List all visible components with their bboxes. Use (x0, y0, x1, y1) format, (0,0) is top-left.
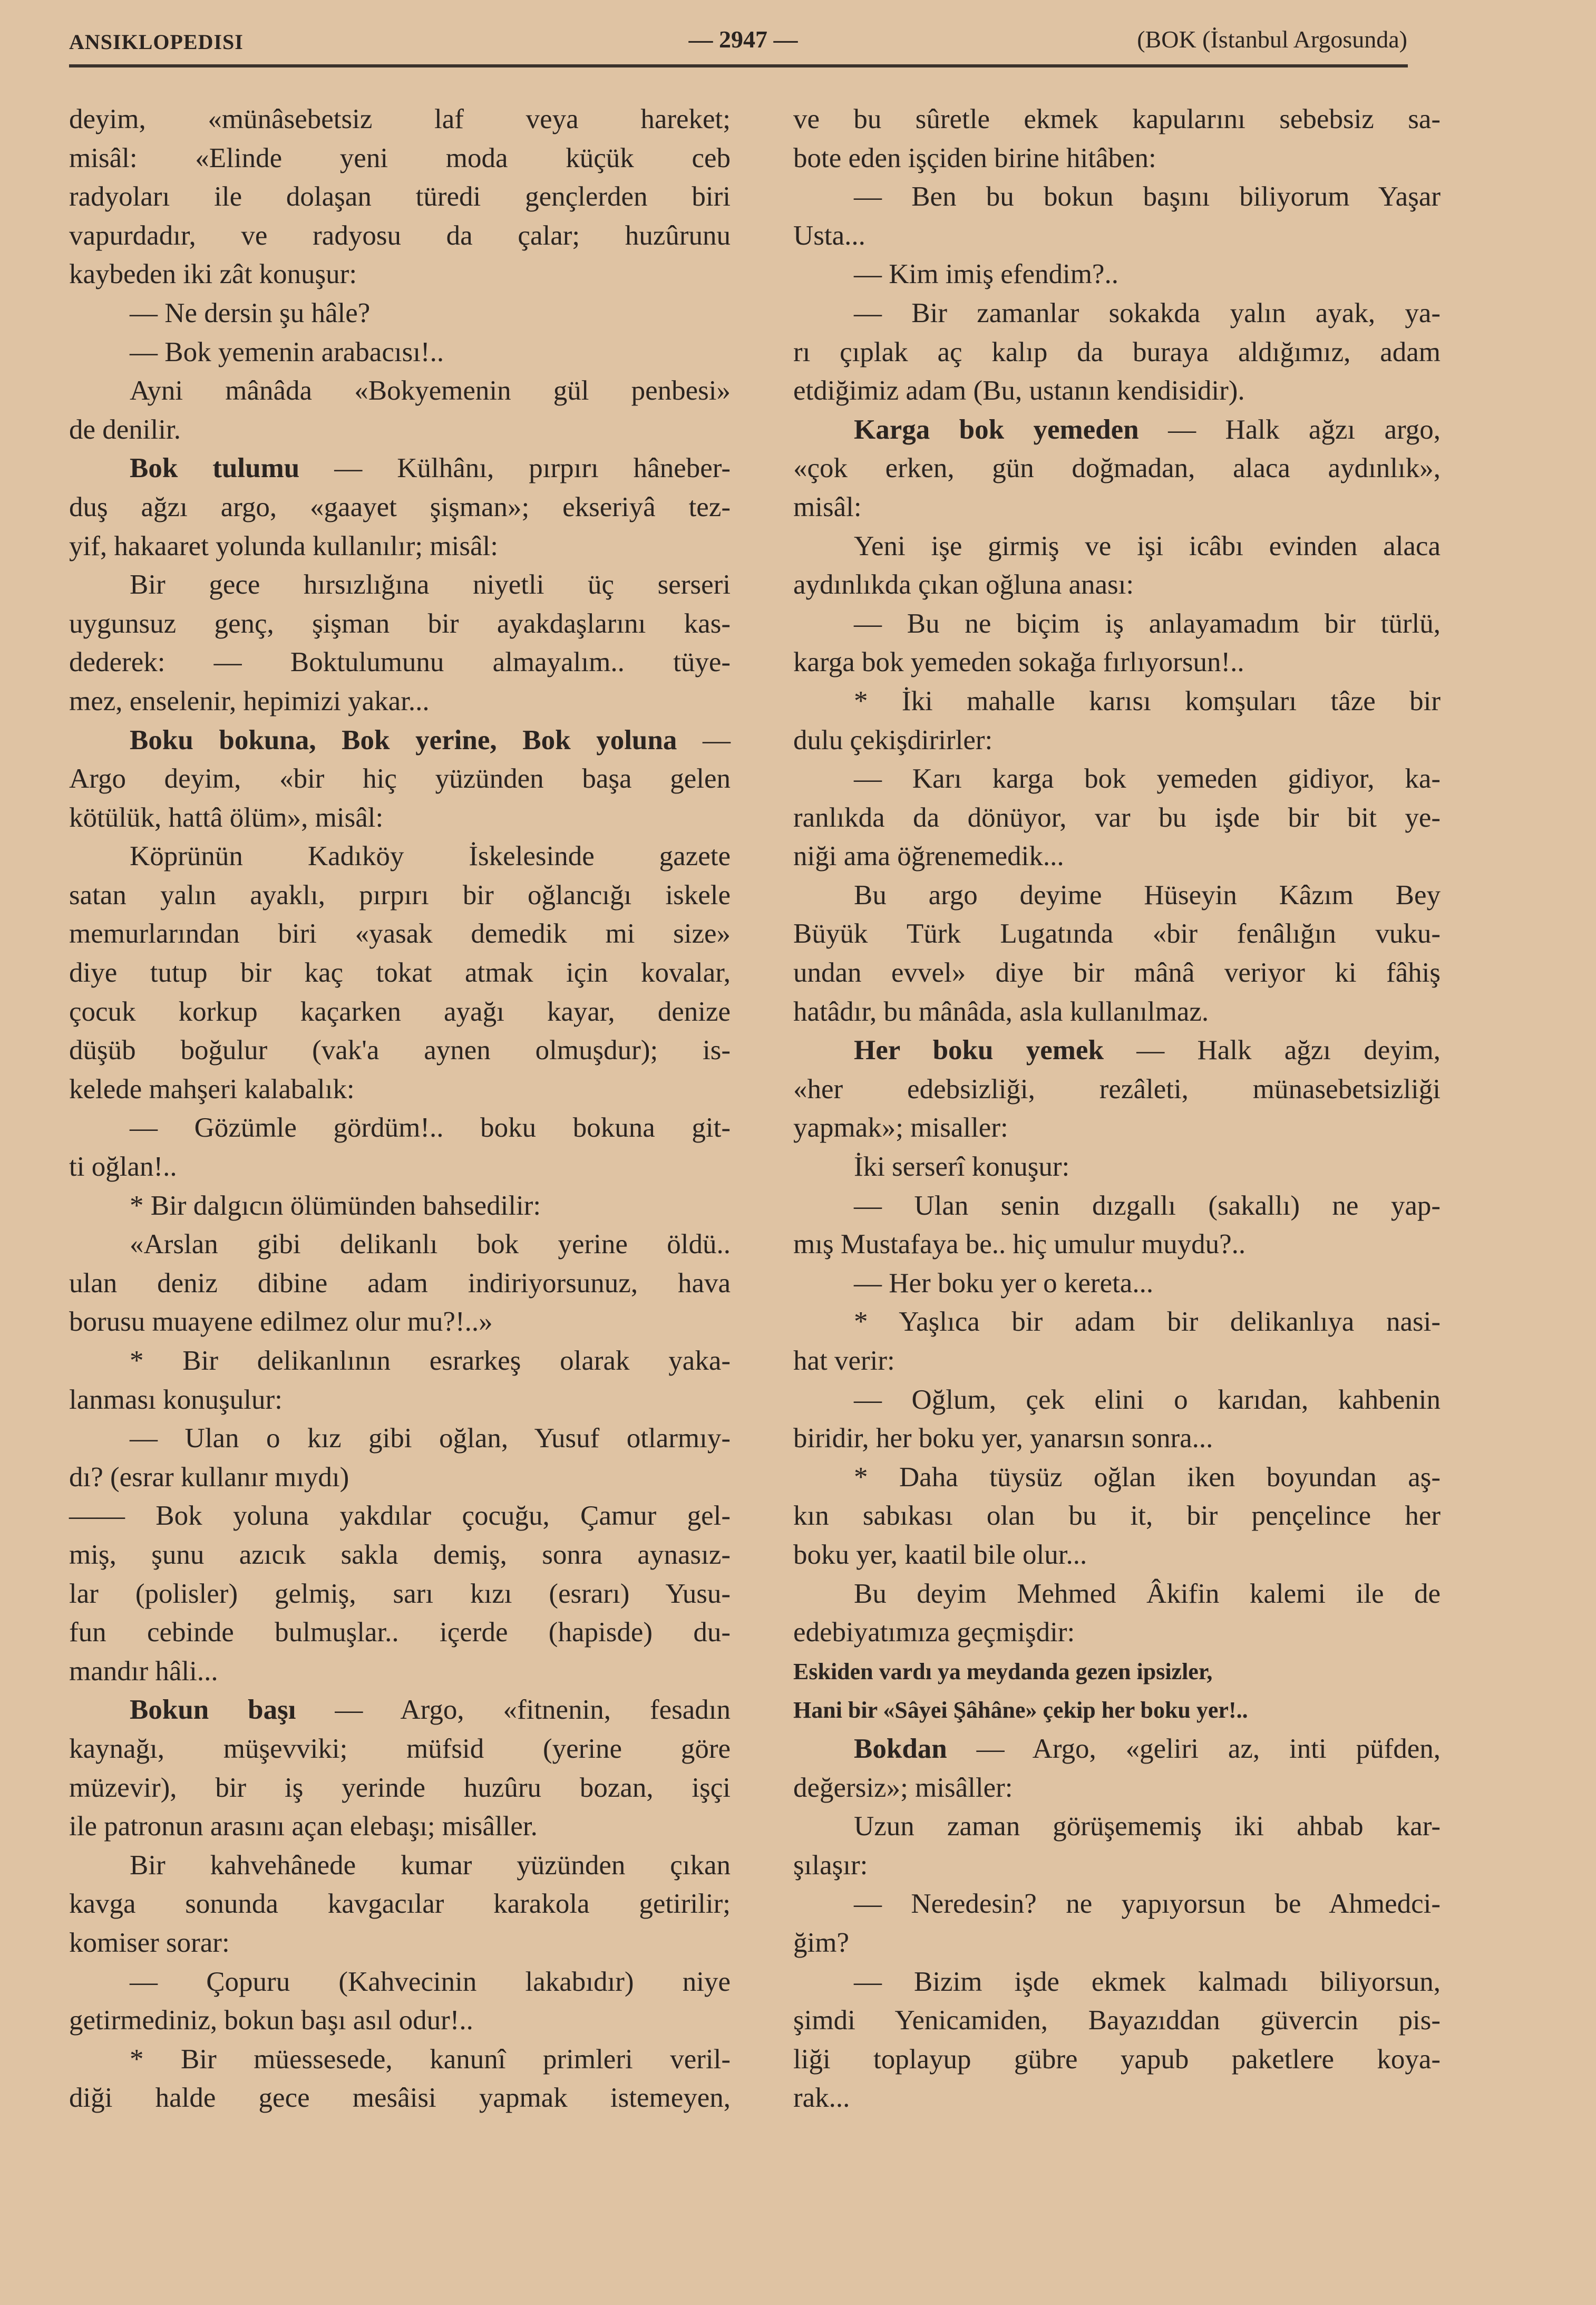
text-line (793, 1187, 1441, 1226)
line-text: mandır hâli... (69, 1655, 218, 1687)
line-text: Usta... (793, 220, 865, 251)
line-text: mez, enselenir, hepimizi yakar... (69, 685, 430, 716)
line-text: boku yer, kaatil bile olur... (793, 1539, 1087, 1570)
line-text: uygunsuz genç, şişman bir ayakdaşlarını kas- (69, 608, 731, 639)
text-line (69, 1458, 731, 1497)
line-text: komiser sorar: (69, 1927, 230, 1958)
line-text: —— Bok yoluna yakdılar çocuğu, Çamur gel- (69, 1500, 731, 1532)
text-line (793, 1303, 1441, 1342)
text-line (69, 799, 731, 838)
text-line (69, 1846, 731, 1885)
text-line (69, 643, 731, 682)
line-text: — Ulan o kız gibi oğlan, Yusuf otlarmıy- (130, 1423, 731, 1454)
text-line (793, 488, 1441, 527)
line-text: ğim? (793, 1927, 849, 1958)
text-line (793, 643, 1441, 682)
running-header-left: ANSIKLOPEDISI (69, 30, 244, 54)
line-text: Yeni işe girmiş ve işi icâbı evinden alaca (854, 530, 1441, 561)
text-line (793, 993, 1441, 1032)
line-text: ranlıkda da dönüyor, var bu işde bir bit ye- (793, 802, 1441, 833)
line-text: — Bu ne biçim iş anlayamadım bir türlü, (854, 608, 1441, 639)
line-text: şimdi Yenicamiden, Bayazıddan güvercin pis- (793, 2005, 1441, 2036)
line-text: — Bir zamanlar sokakda yalın ayak, ya- (854, 297, 1441, 328)
line-text: ile patronun arasını açan elebaşı; misâller. (69, 1811, 538, 1842)
text-line (793, 876, 1441, 915)
text-line (69, 1109, 731, 1148)
text-line (793, 1536, 1441, 1575)
line-text: — Bok yemenin arabacısı!.. (130, 336, 444, 367)
text-line (793, 100, 1441, 139)
line-text: «Arslan gibi delikanlı bok yerine öldü.. (130, 1229, 731, 1260)
line-text: Ayni mânâda «Bokyemenin gül penbesi» (130, 375, 731, 406)
text-line (69, 1963, 731, 2002)
line-text: memurlarından biri «yasak demedik mi size» (69, 918, 731, 950)
verse-line (793, 1691, 1441, 1730)
line-text: Bu argo deyime Hüseyin Kâzım Bey (854, 879, 1441, 911)
line-text: * İki mahalle karısı komşuları tâze bir (854, 685, 1441, 716)
text-line (69, 1070, 731, 1109)
line-text: * Daha tüysüz oğlan iken boyundan aş- (854, 1461, 1441, 1493)
line-text: kaybeden iki zât konuşur: (69, 259, 357, 290)
line-text: «her edebsizliği, rezâleti, münasebetsizliği (793, 1073, 1441, 1105)
text-line (69, 1187, 731, 1226)
line-text: Bir kahvehânede kumar yüzünden çıkan (130, 1849, 731, 1881)
text-line (69, 760, 731, 799)
text-line (793, 255, 1441, 294)
line-text: — Oğlum, çek elini o karıdan, kahbenin (854, 1384, 1441, 1415)
text-line (793, 139, 1441, 178)
text-line (69, 100, 731, 139)
text-line (793, 1148, 1441, 1187)
text-line (793, 721, 1441, 760)
line-text: Hani bir «Sâyei Şâhâne» çekip her boku yer!.. (793, 1697, 1248, 1723)
line-text: «çok erken, gün doğmadan, alaca aydınlık», (793, 453, 1441, 484)
line-text: * Yaşlıca bir adam bir delikanlıya nasi- (854, 1306, 1441, 1338)
text-line (793, 333, 1441, 372)
text-line (69, 488, 731, 527)
text-line (69, 372, 731, 411)
line-text: Eskiden vardı ya meydanda gezen ipsizler, (793, 1658, 1213, 1684)
text-line (69, 527, 731, 566)
line-text: liği toplayup gübre yapub paketlere koya- (793, 2043, 1441, 2075)
text-line (69, 1419, 731, 1458)
text-line (793, 1575, 1441, 1614)
left-column (69, 100, 731, 2118)
header-rule (69, 64, 1408, 67)
text-line (793, 915, 1441, 954)
text-line (793, 605, 1441, 644)
line-text: karga bok yemeden sokağa fırlıyorsun!.. (793, 647, 1244, 678)
verse-line (793, 1652, 1441, 1691)
text-line (69, 1536, 731, 1575)
text-line (793, 372, 1441, 411)
line-text: — Ne dersin şu hâle? (130, 297, 371, 328)
line-text: müzevir), bir iş yerinde huzûru bozan, işçi (69, 1772, 731, 1803)
line-text: Köprünün Kadıköy İskelesinde gazete (130, 841, 731, 872)
text-line (69, 915, 731, 954)
text-line (69, 1031, 731, 1070)
text-line (793, 682, 1441, 721)
line-text: ulan deniz dibine adam indiriyorsunuz, hava (69, 1267, 731, 1299)
text-line (69, 1303, 731, 1342)
line-text: fun cebinde bulmuşlar.. içerde (hapisde) du- (69, 1617, 731, 1648)
text-line (69, 217, 731, 256)
line-text: — Külhânı, pırpırı hâneber- (299, 453, 731, 484)
line-text: düşüb boğulur (vak'a aynen olmuşdur); is- (69, 1035, 731, 1066)
line-text: diği halde gece mesâisi yapmak istemeyen, (69, 2083, 731, 2114)
text-line (69, 993, 731, 1032)
line-text: kaynağı, müşevviki; müfsid (yerine göre (69, 1733, 731, 1764)
running-header-right: (BOK (İstanbul Argosunda) (1137, 26, 1407, 53)
text-line (69, 1769, 731, 1808)
line-text: — Ulan senin dızgallı (sakallı) ne yap- (854, 1190, 1441, 1221)
text-line (69, 333, 731, 372)
line-text: — Ben bu bokun başını biliyorum Yaşar (854, 181, 1441, 212)
text-line (69, 178, 731, 217)
text-line (793, 954, 1441, 993)
text-line (69, 1691, 731, 1730)
line-text: Bir gece hırsızlığına niyetli üç serseri (130, 569, 731, 601)
text-line (793, 1730, 1441, 1769)
line-text: radyoları ile dolaşan türedi gençlerden biri (69, 181, 731, 212)
entry-headword: Bok tulumu (130, 453, 300, 484)
line-text: vapurdadır, ve radyosu da çalar; huzûrunu (69, 220, 731, 251)
line-text: kötülük, hattâ ölüm», misâl: (69, 802, 384, 833)
text-line (793, 1807, 1441, 1846)
line-text: yif, hakaaret yolunda kullanılır; misâl: (69, 530, 498, 561)
line-text: — Halk ağzı deyim, (1103, 1035, 1441, 1066)
text-line (793, 1497, 1441, 1536)
text-line (69, 255, 731, 294)
line-text: — Karı karga bok yemeden gidiyor, ka- (854, 763, 1441, 795)
right-column (793, 100, 1441, 2118)
text-line (69, 2079, 731, 2118)
text-line (793, 1264, 1441, 1303)
text-line (69, 1613, 731, 1652)
line-text: lanması konuşulur: (69, 1384, 283, 1415)
line-text: — Kim imiş efendim?.. (854, 259, 1118, 290)
line-text: — Çopuru (Kahvecinin lakabıdır) niye (130, 1966, 731, 1997)
text-line (69, 1575, 731, 1614)
text-line (793, 1885, 1441, 1924)
text-line (793, 1924, 1441, 1963)
text-line (793, 1381, 1441, 1420)
text-line (69, 876, 731, 915)
line-text: etdiğimiz adam (Bu, ustanın kendisidir). (793, 375, 1245, 406)
text-line (69, 294, 731, 333)
line-text: hat verir: (793, 1345, 895, 1376)
line-text: duş ağzı argo, «gaayet şişman»; ekseriyâ tez- (69, 491, 731, 522)
line-text: kelede mahşeri kalabalık: (69, 1073, 355, 1105)
line-text: misâl: (793, 491, 862, 522)
line-text: diye tutup bir kaç tokat atmak için kovalar, (69, 957, 731, 989)
text-line (793, 411, 1441, 450)
line-text: satan yalın ayaklı, pırpırı bir oğlancığı iskele (69, 879, 731, 911)
text-line (69, 605, 731, 644)
line-text: Bu deyim Mehmed Âkifin kalemi ile de (854, 1578, 1441, 1609)
text-line (69, 139, 731, 178)
line-text: miş, şunu azıcık sakla demiş, sonra aynasız- (69, 1539, 731, 1570)
line-text: — Her boku yer o kereta... (854, 1267, 1154, 1299)
line-text: dulu çekişdirirler: (793, 724, 993, 756)
line-text: mış Mustafaya be.. hiç umulur muydu?.. (793, 1229, 1246, 1260)
line-text: rı çıplak aç kalıp da buraya aldığımız, adam (793, 336, 1441, 367)
text-line (793, 1225, 1441, 1264)
line-text: Argo deyim, «bir hiç yüzünden başa gelen (69, 763, 731, 795)
line-text: de denilir. (69, 414, 181, 445)
text-line (793, 449, 1441, 488)
line-text: aydınlıkda çıkan oğluna anası: (793, 569, 1134, 601)
text-line (793, 1846, 1441, 1885)
line-text: * Bir müessesede, kanunî primleri veril- (130, 2043, 731, 2075)
line-text: yapmak»; misaller: (793, 1112, 1008, 1144)
line-text: niği ama öğrenemedik... (793, 841, 1064, 872)
text-line (793, 1963, 1441, 2002)
text-line (69, 566, 731, 605)
text-line (793, 1070, 1441, 1109)
text-line (793, 2040, 1441, 2079)
text-line (793, 1109, 1441, 1148)
text-line (793, 1031, 1441, 1070)
line-text: undan evvel» diye bir mânâ veriyor ki fâhiş (793, 957, 1441, 989)
text-line (793, 217, 1441, 256)
text-line (69, 1924, 731, 1963)
text-line (69, 411, 731, 450)
line-text: — Argo, «fitnenin, fesadın (296, 1694, 731, 1726)
text-line (69, 1264, 731, 1303)
text-line (793, 837, 1441, 876)
text-line (793, 527, 1441, 566)
entry-headword: Karga bok yemeden (854, 414, 1139, 445)
line-text: kavga sonunda kavgacılar karakola getirilir; (69, 1888, 731, 1920)
entry-headword: Bokdan (854, 1733, 947, 1764)
text-line (69, 1885, 731, 1924)
entry-headword: Boku bokuna, Bok yerine, Bok yoluna (130, 724, 677, 756)
line-text: çocuk korkup kaçarken ayağı kayar, denize (69, 996, 731, 1027)
text-line (793, 2001, 1441, 2040)
line-text: misâl: «Elinde yeni moda küçük ceb (69, 142, 731, 173)
line-text: — Argo, «geliri az, inti püfden, (947, 1733, 1441, 1764)
line-text: İki serserî konuşur: (854, 1151, 1070, 1183)
page-number: — 2947 — (688, 26, 798, 53)
line-text: — (677, 724, 731, 756)
text-line (793, 1342, 1441, 1381)
line-text: dı? (esrar kullanır mıydı) (69, 1461, 349, 1493)
text-line (793, 760, 1441, 799)
line-text: Uzun zaman görüşememiş iki ahbab kar- (854, 1811, 1441, 1842)
text-line (793, 1458, 1441, 1497)
line-text: lar (polisler) gelmiş, sarı kızı (esrarı) Yusu- (69, 1578, 731, 1609)
entry-headword: Her boku yemek (854, 1035, 1104, 1066)
text-line (69, 1342, 731, 1381)
line-text: kın sabıkası olan bu it, bir pençelince her (793, 1500, 1441, 1532)
line-text: — Gözümle gördüm!.. boku bokuna git- (130, 1112, 731, 1144)
line-text: şılaşır: (793, 1849, 868, 1881)
text-line (69, 1225, 731, 1264)
line-text: değersiz»; misâller: (793, 1772, 1013, 1803)
text-line (69, 1497, 731, 1536)
line-text: ve bu sûretle ekmek kapularını sebebsiz sa- (793, 104, 1441, 134)
line-text: * Bir dalgıcın ölümünden bahsedilir: (130, 1190, 541, 1221)
text-line (69, 682, 731, 721)
line-text: edebiyatımıza geçmişdir: (793, 1617, 1075, 1648)
text-line (793, 2079, 1441, 2118)
line-text: Büyük Türk Lugatında «bir fenâlığın vuku- (793, 918, 1441, 950)
text-line (793, 1419, 1441, 1458)
line-text: getirmediniz, bokun başı asıl odur!.. (69, 2005, 473, 2036)
line-text: dederek: — Boktulumunu almayalım.. tüye- (69, 647, 731, 678)
entry-headword: Bokun başı (130, 1694, 296, 1726)
text-line (69, 721, 731, 760)
text-line (69, 1807, 731, 1846)
line-text: biridir, her boku yer, yanarsın sonra... (793, 1423, 1213, 1454)
text-line (69, 2001, 731, 2040)
text-line (69, 1381, 731, 1420)
line-text: borusu muayene edilmez olur mu?!..» (69, 1306, 493, 1338)
text-line (793, 1769, 1441, 1808)
line-text: hatâdır, bu mânâda, asla kullanılmaz. (793, 996, 1209, 1027)
text-line (793, 294, 1441, 333)
text-line (69, 1730, 731, 1769)
text-line (793, 1613, 1441, 1652)
line-text: — Bizim işde ekmek kalmadı biliyorsun, (854, 1966, 1441, 1997)
line-text: deyim, «münâsebetsiz laf veya hareket; (69, 104, 731, 134)
text-line (793, 799, 1441, 838)
line-text: — Neredesin? ne yapıyorsun be Ahmedci- (854, 1888, 1441, 1920)
text-line (69, 1148, 731, 1187)
text-line (69, 2040, 731, 2079)
line-text: — Halk ağzı argo, (1138, 414, 1441, 445)
text-line (793, 566, 1441, 605)
text-line (69, 837, 731, 876)
text-line (793, 178, 1441, 217)
text-line (69, 449, 731, 488)
line-text: ti oğlan!.. (69, 1151, 177, 1183)
text-line (69, 954, 731, 993)
line-text: * Bir delikanlının esrarkeş olarak yaka- (130, 1345, 731, 1376)
line-text: rak... (793, 2083, 850, 2114)
line-text: bote eden işçiden birine hitâben: (793, 142, 1156, 173)
text-line (69, 1652, 731, 1691)
